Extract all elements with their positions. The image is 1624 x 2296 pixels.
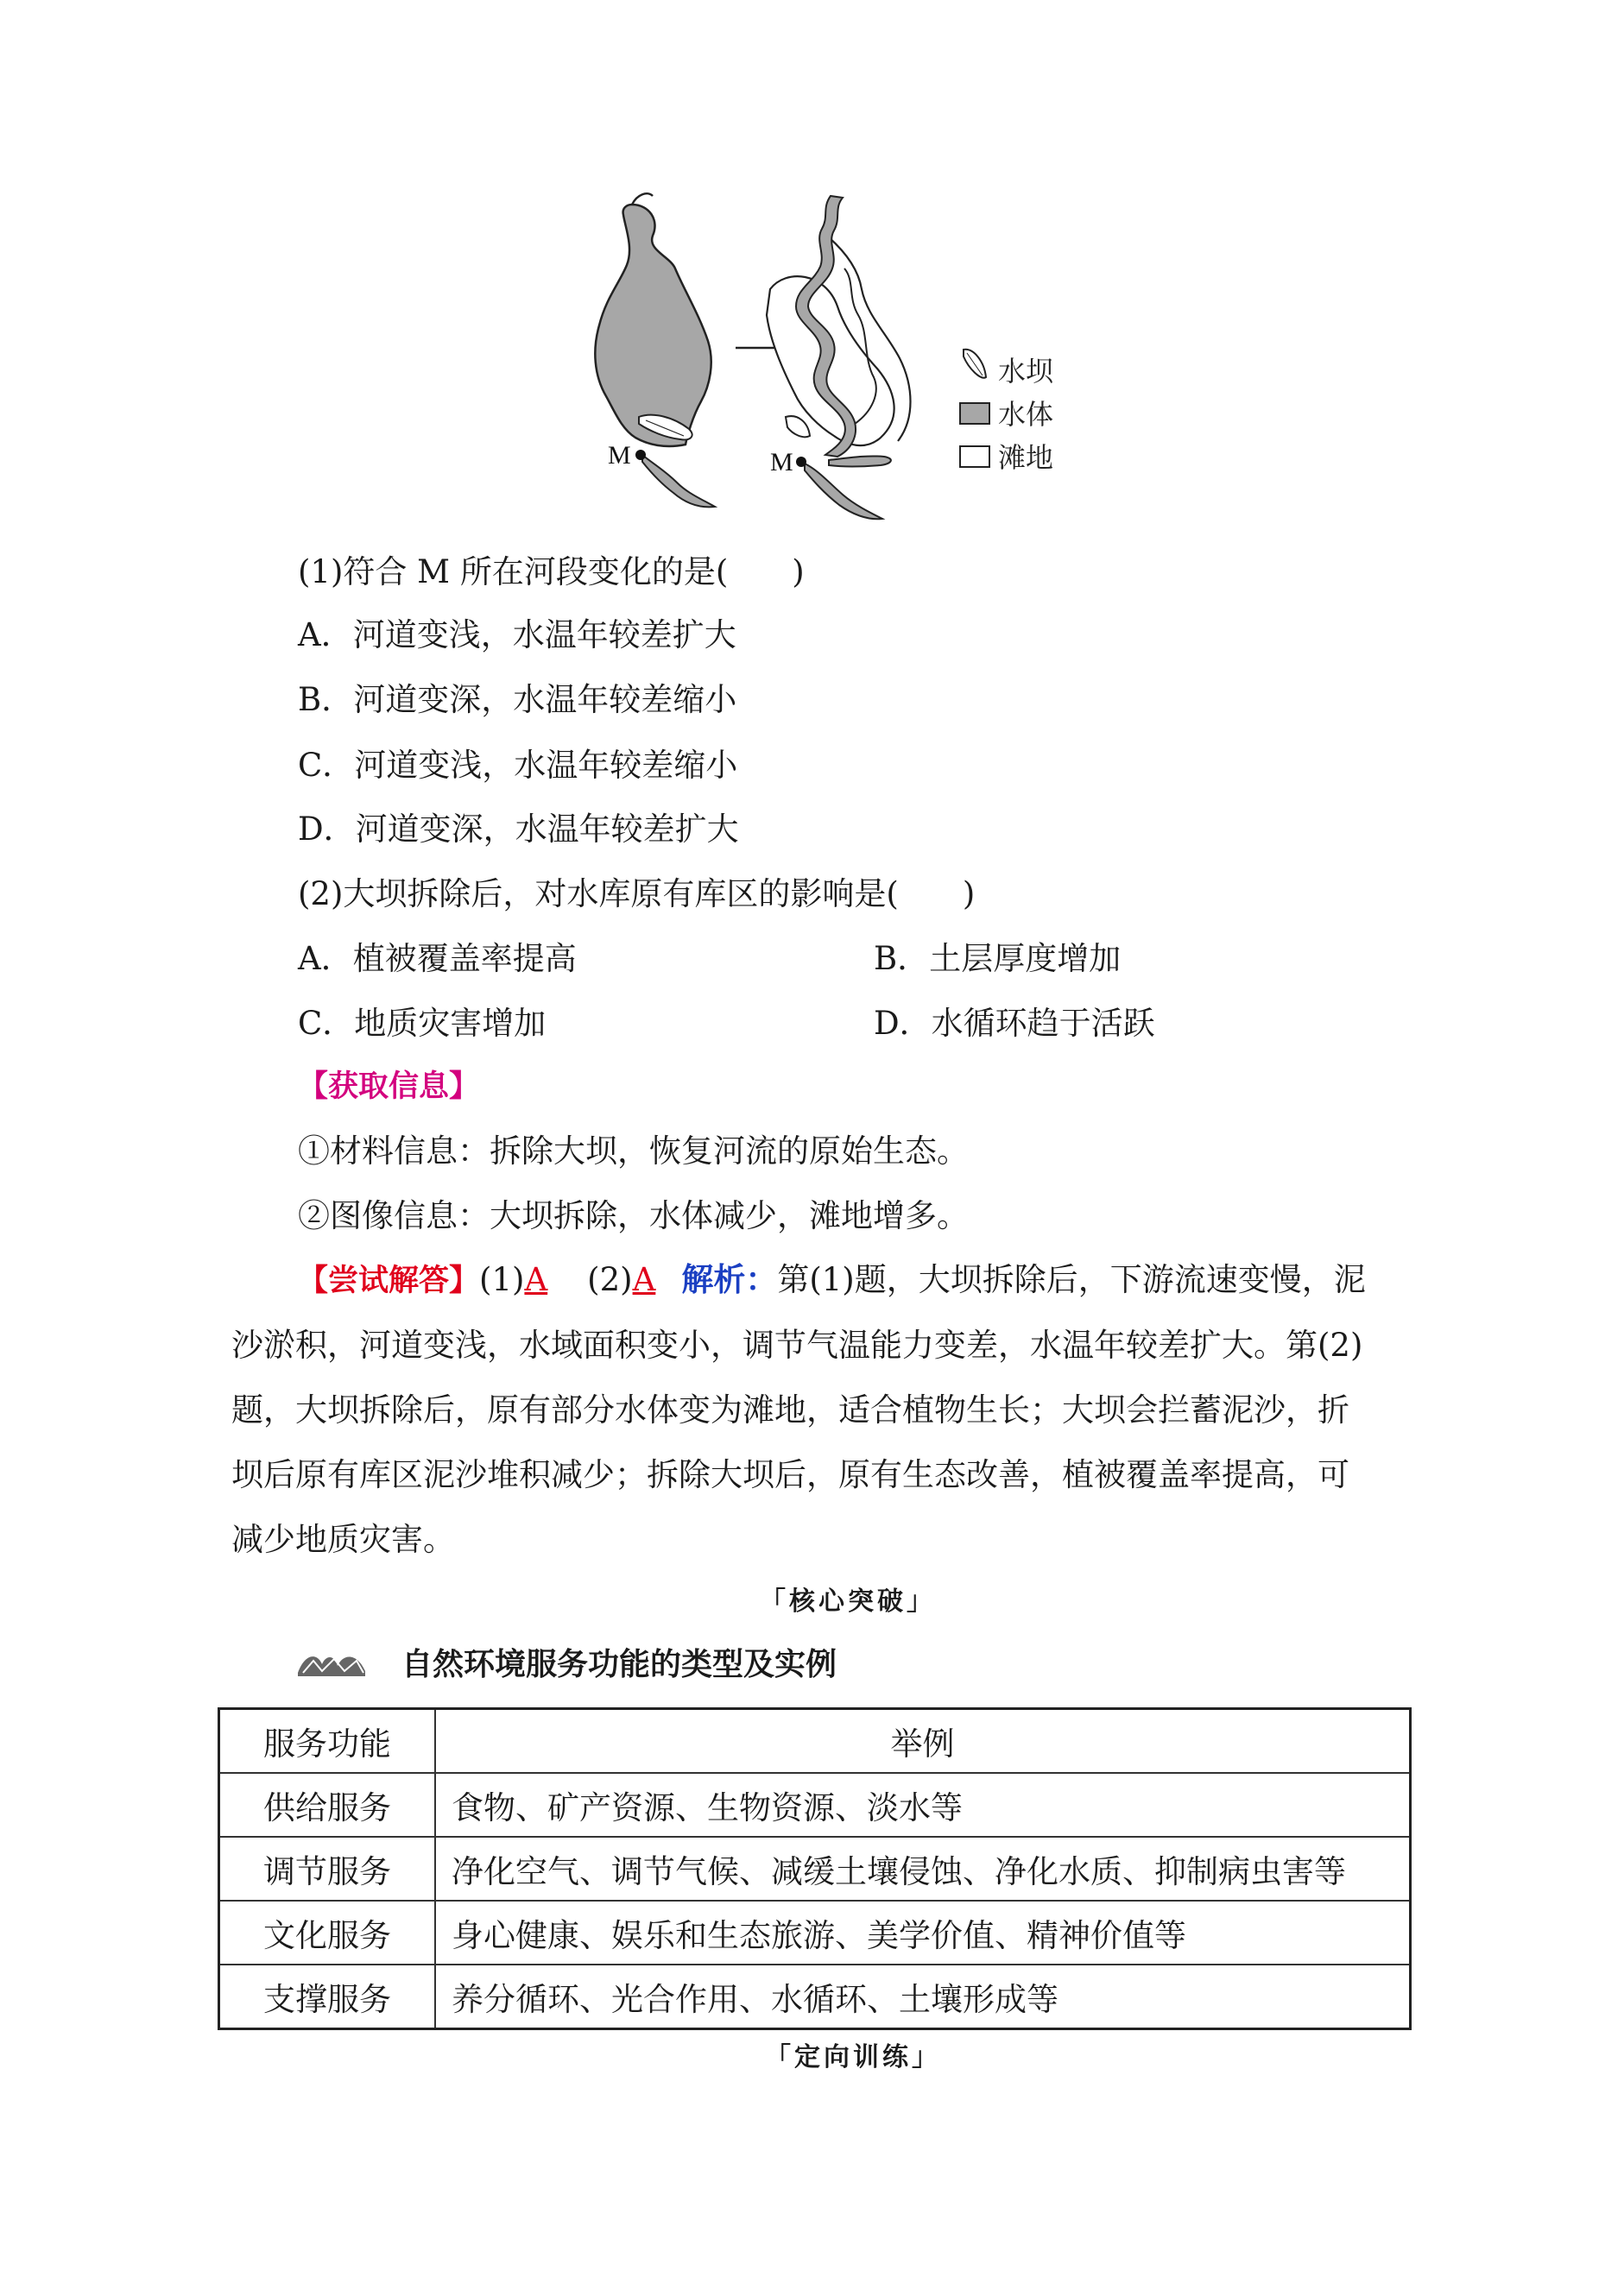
analysis-text-5: 减少地质灾害。 <box>231 1521 455 1558</box>
dam-right-shape <box>786 416 810 437</box>
cell-examples: 养分循环、光合作用、水循环、土壤形成等 <box>435 1965 1411 2029</box>
q2-option-c: C．地质灾害增加 <box>298 1005 547 1042</box>
info-heading: 【获取信息】 <box>298 1069 480 1104</box>
table-row <box>219 1773 1411 1837</box>
legend-label-shoal: 滩地 <box>998 442 1054 473</box>
downstream-channel-left <box>642 455 715 507</box>
cell-examples: 身心健康、娱乐和生态旅游、美学价值、精神价值等 <box>435 1901 1411 1965</box>
cell-examples: 食物、矿产资源、生物资源、淡水等 <box>435 1773 1411 1837</box>
answer-heading: 【尝试解答】 <box>298 1264 480 1298</box>
header-examples: 举例 <box>435 1709 1411 1774</box>
river-dam-diagram <box>570 186 1140 539</box>
answer-q2-num: (2) <box>587 1261 633 1298</box>
q2-option-d: D．水循环趋于活跃 <box>874 1005 1155 1042</box>
analysis-text-2: 沙淤积，河道变浅，水域面积变小，调节气温能力变差，水温年较差扩大。第(2) <box>231 1327 1363 1364</box>
answer-q2-value: A <box>632 1261 656 1298</box>
outlet-channel-right <box>829 456 891 466</box>
table-header-row <box>219 1709 1411 1774</box>
decorative-emblem-icon <box>296 1647 367 1678</box>
info-item-material: ①材料信息：拆除大坝，恢复河流的原始生态。 <box>298 1132 969 1170</box>
q1-option-b: B．河道变深，水温年较差缩小 <box>298 681 737 718</box>
water-swatch-icon <box>960 403 989 424</box>
info-item-image: ②图像信息：大坝拆除，水体减少，滩地增多。 <box>298 1197 969 1234</box>
m-point-left <box>635 450 646 460</box>
q2-option-a: A．植被覆盖率提高 <box>298 940 577 977</box>
answer-line-1 <box>298 1260 1366 1301</box>
river-dam-figure <box>570 186 1140 539</box>
cell-service-type: 文化服务 <box>219 1901 436 1965</box>
q2-option-b: B．土层厚度增加 <box>874 940 1122 977</box>
analysis-text-4: 坝后原有库区泥沙堆积减少；拆除大坝后，原有生态改善，植被覆盖率提高，可 <box>231 1456 1349 1493</box>
q1-option-a: A．河道变浅，水温年较差扩大 <box>298 616 736 653</box>
cell-service-type: 供给服务 <box>219 1773 436 1837</box>
shoal-swatch-icon <box>960 446 989 467</box>
cell-service-type: 调节服务 <box>219 1837 436 1901</box>
q1-option-d: D．河道变深，水温年较差扩大 <box>298 811 739 848</box>
q1-option-c: C．河道变浅，水温年较差缩小 <box>298 747 738 784</box>
cell-service-type: 支撑服务 <box>219 1965 436 2029</box>
reservoir-water-body <box>595 205 711 446</box>
table-title: 自然环境服务功能的类型及实例 <box>401 1647 837 1682</box>
service-function-table <box>218 1707 1412 2030</box>
analysis-text-1: 第(1)题，大坝拆除后，下游流速变慢，泥 <box>777 1261 1366 1298</box>
header-service-type: 服务功能 <box>219 1709 436 1774</box>
legend-label-water: 水体 <box>998 399 1054 430</box>
legend <box>960 350 1054 473</box>
core-section-tag: 「核心突破」 <box>760 1586 936 1617</box>
downstream-channel-right <box>805 464 882 519</box>
q2-stem: (2)大坝拆除后，对水库原有库区的影响是( ) <box>298 875 976 912</box>
table-row <box>219 1965 1411 2029</box>
answer-q1-num: (1) <box>479 1261 525 1298</box>
analysis-label: 解析： <box>681 1261 778 1298</box>
q1-stem: (1)符合 M 所在河段变化的是( ) <box>298 553 805 590</box>
answer-q1-value: A <box>524 1261 548 1298</box>
upstream-channel-left <box>632 193 653 205</box>
analysis-text-3: 题，大坝拆除后，原有部分水体变为滩地，适合植物生长；大坝会拦蓄泥沙，折 <box>231 1391 1349 1429</box>
m-label-left: M <box>608 441 631 470</box>
legend-label-dam: 水坝 <box>998 356 1054 387</box>
table-row <box>219 1837 1411 1901</box>
cell-examples: 净化空气、调节气候、减缓土壤侵蚀、净化水质、抑制病虫害等 <box>435 1837 1411 1901</box>
training-section-tag: 「定向训练」 <box>760 2035 946 2073</box>
m-point-right <box>796 457 806 467</box>
table-row <box>219 1901 1411 1965</box>
m-label-right: M <box>770 448 793 476</box>
